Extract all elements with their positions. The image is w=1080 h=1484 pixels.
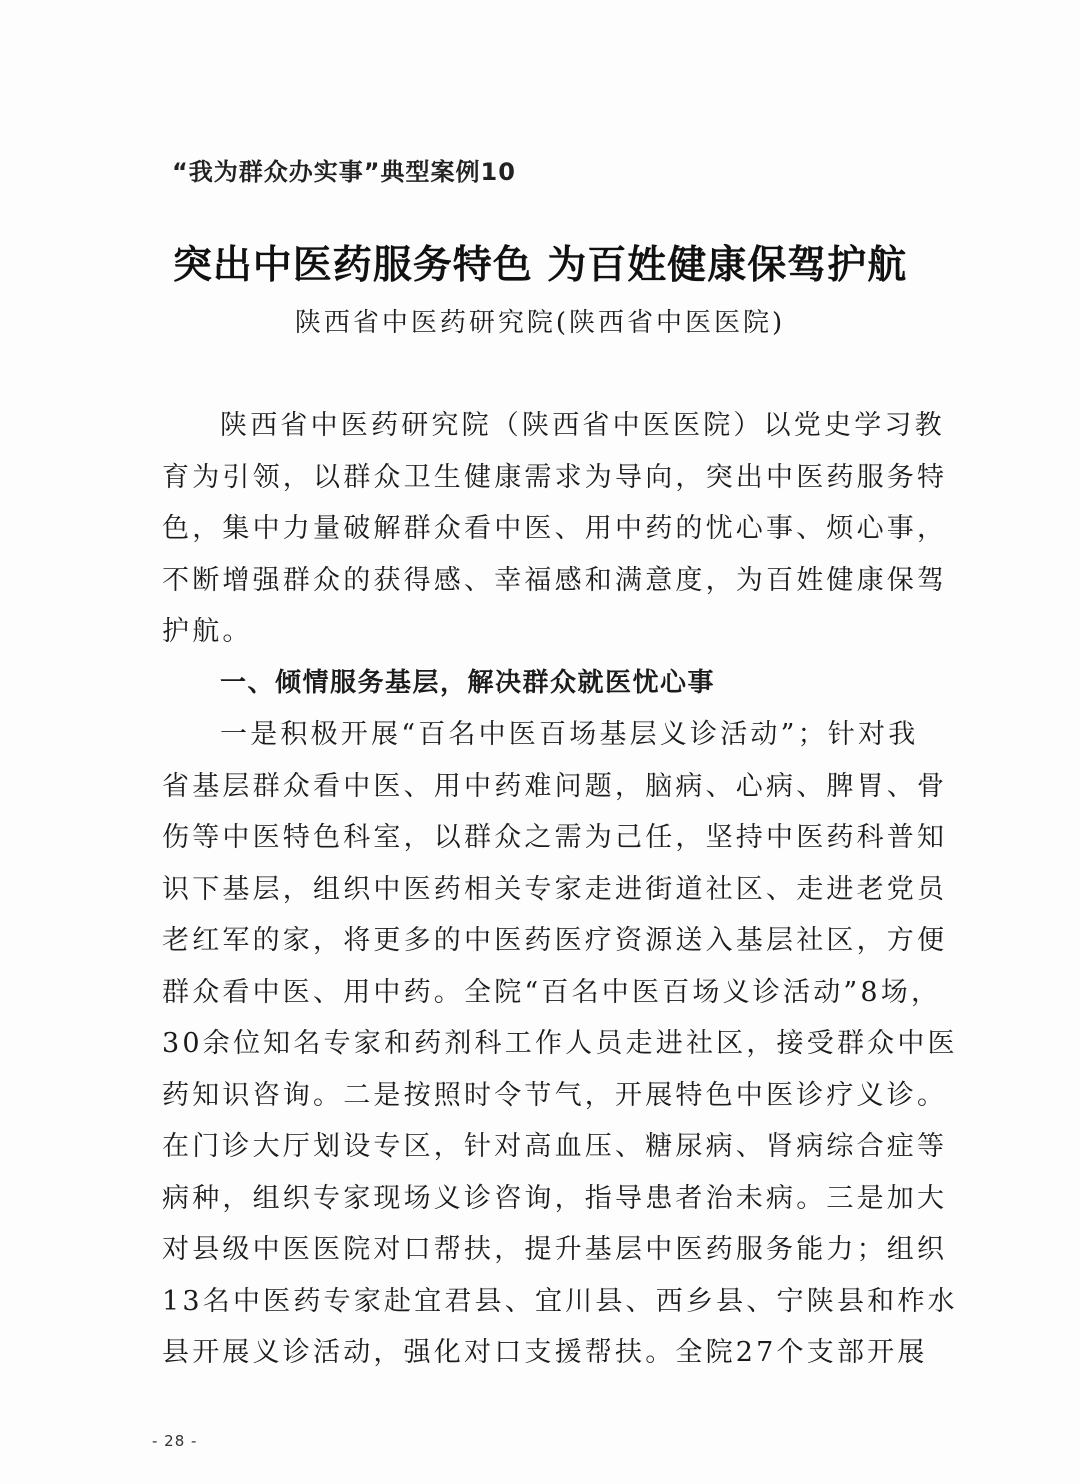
body-line: 色，集中力量破解群众看中医、用中药的忧心事、烦心事，	[162, 513, 948, 544]
body-line: 老红军的家，将更多的中医药医疗资源送入基层社区，方便	[162, 925, 948, 956]
body-line: 群众看中医、用中药。全院“百名中医百场义诊活动”8场，	[162, 976, 942, 1008]
body-line: 对县级中医医院对口帮扶，提升基层中医药服务能力；组织	[162, 1234, 948, 1265]
document-subtitle: 陕西省中医药研究院(陕西省中医医院)	[294, 308, 786, 338]
body-line: 不断增强群众的获得感、幸福感和满意度，为百姓健康保驾	[162, 564, 948, 596]
body-line: 陕西省中医药研究院（陕西省中医医院）以党史学习教	[220, 410, 945, 441]
body-line: 伤等中医特色科室，以群众之需为己任，坚持中医药科普知	[162, 822, 948, 853]
body-line: 13名中医药专家赴宜君县、宜川县、西乡县、宁陕县和柞水	[162, 1285, 958, 1317]
body-line: 育为引领，以群众卫生健康需求为导向，突出中医药服务特	[162, 461, 948, 493]
body-line: 在门诊大厅划设专区，针对高血压、糖尿病、肾病综合症等	[162, 1131, 948, 1162]
body-line: 病种，组织专家现场义诊咨询，指导患者治未病。三是加大	[162, 1182, 948, 1214]
body-line: 一是积极开展“百名中医百场基层义诊活动”；针对我	[220, 719, 919, 750]
body-line: 县开展义诊活动，强化对口支援帮扶。全院27个支部开展	[162, 1337, 928, 1368]
section-heading: 一、倾情服务基层，解决群众就医忧心事	[220, 667, 716, 698]
document-body	[162, 400, 958, 1379]
body-line: 30余位知名专家和药剂科工作人员走进社区，接受群众中医	[162, 1028, 958, 1059]
body-line: 识下基层，组织中医药相关专家走进街道社区、走进老党员	[162, 873, 948, 905]
page-number: - 28 -	[152, 1432, 198, 1450]
body-line: 护航。	[162, 616, 253, 647]
body-line: 药知识咨询。二是按照时令节气，开展特色中医诊疗义诊。	[162, 1079, 948, 1111]
document-title: 突出中医药服务特色 为百姓健康保驾护航	[172, 242, 908, 288]
series-label: “我为群众办实事”典型案例10	[172, 158, 516, 186]
body-line: 省基层群众看中医、用中药难问题，脑病、心病、脾胃、骨	[162, 770, 948, 802]
